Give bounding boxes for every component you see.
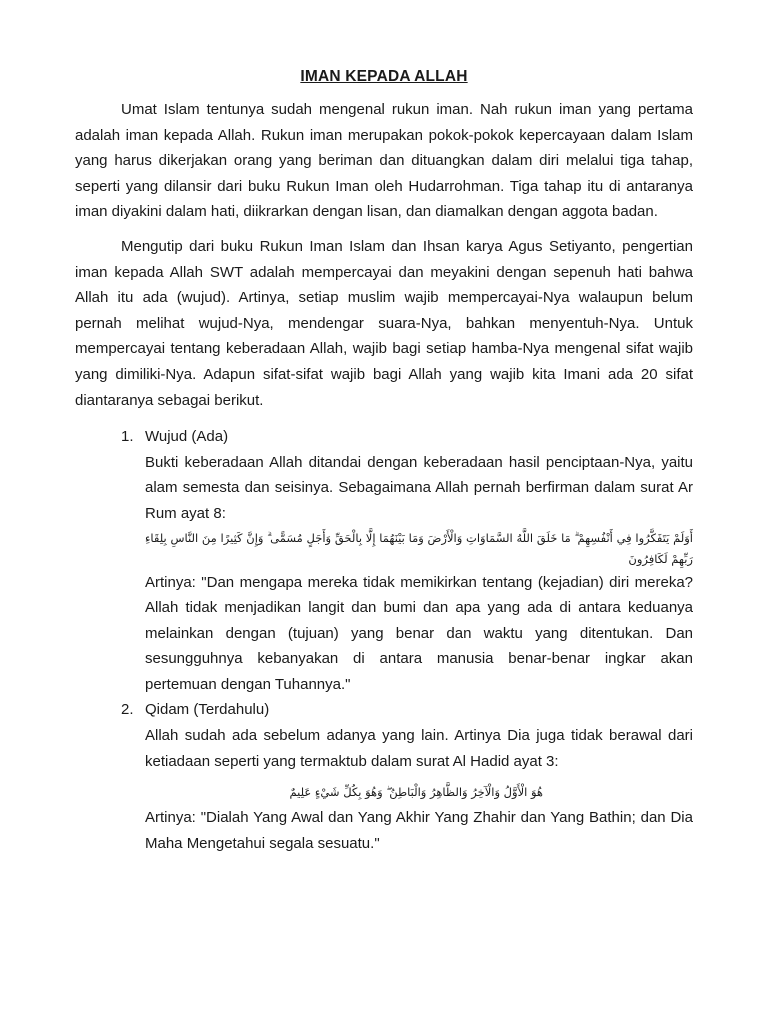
paragraph-definition: Mengutip dari buku Rukun Iman Islam dan Ihsan karya Agus Setiyanto, pengertian iman kepada Allah SWT adalah mempercayai dan meyakini dengan sepenuh hati bahwa Allah itu ada (wujud). Artinya, setiap muslim wajib mempercayai-Nya walaupun belum pernah melihat wujud-Nya, mendengar suara-Nya, bahkan menyentuh-Nya. Untuk mempercayai tentang keberadaan Allah, wajib bagi setiap hamba-Nya mengenal sifat wajib yang dimiliki-Nya. Adapun sifat-sifat wajib bagi Allah yang wajib kita Imani ada 20 sifat diantaranya sebagai berikut. xyxy=(75,237,693,409)
list-item-number: 1. xyxy=(121,428,134,446)
list-item-title: Qidam (Terdahulu) xyxy=(145,701,270,719)
list-item-description: Allah sudah ada sebelum adanya yang lain. Artinya Dia juga tidak berawal dari ketiadaan seperti yang termaktub dalam surat Al Hadid ayat 3: xyxy=(145,727,693,770)
attributes-list xyxy=(75,424,693,856)
list-item-description: Bukti keberadaan Allah ditandai dengan keberadaan hasil penciptaan-Nya, yaitu alam semesta dan seisinya. Sebagaimana Allah pernah berfirman dalam surat Ar Rum ayat 8: xyxy=(145,453,693,522)
list-item-qidam xyxy=(75,697,693,856)
list-item-title: Wujud (Ada) xyxy=(145,428,229,446)
list-item-wujud xyxy=(75,424,693,697)
document-page xyxy=(75,68,693,856)
arabic-verse: هُوَ الْأَوَّلُ وَالْآخِرُ وَالظَّاهِرُ وَالْبَاطِنُ ۖ وَهُوَ بِكُلِّ شَيْءٍ عَلِيمٌ xyxy=(289,785,543,800)
verse-translation: Artinya: "Dialah Yang Awal dan Yang Akhir Yang Zhahir dan Yang Bathin; dan Dia Maha Mengetahui segala sesuatu." xyxy=(145,809,693,852)
list-item-number: 2. xyxy=(121,701,134,719)
verse-translation: Artinya: "Dan mengapa mereka tidak memikirkan tentang (kejadian) diri mereka? Allah tidak menjadikan langit dan bumi dan apa yang ada di antara keduanya melainkan dengan (tujuan) yang benar dan waktu yang ditentukan. Dan sesungguhnya kebanyakan di antara manusia benar-benar ingkar akan pertemuan dengan Tuhannya." xyxy=(145,573,693,693)
paragraph-intro: Umat Islam tentunya sudah mengenal rukun iman. Nah rukun iman yang pertama adalah iman kepada Allah. Rukun iman merupakan pokok-pokok kepercayaan dalam Islam yang harus dikerjakan orang yang beriman dan dituangkan dalam diri melalui tiga tahap, seperti yang dilansir dari buku Rukun Iman oleh Hudarrohman. Tiga tahap itu di antaranya iman diyakini dalam hati, diikrarkan dengan lisan, dan diamalkan dengan aggota badan. xyxy=(75,101,693,221)
page-title: IMAN KEPADA ALLAH xyxy=(300,68,468,85)
arabic-verse: أَوَلَمْ يَتَفَكَّرُوا فِي أَنْفُسِهِمْ ۗ مَا خَلَقَ اللَّهُ السَّمَاوَاتِ وَالْأَرْضَ وَمَا بَيْنَهُمَا إِلَّا بِالْحَقِّ وَأَجَلٍ مُسَمًّى ۗ وَإِنَّ كَثِيرًا مِنَ النَّاسِ بِلِقَاءِ رَبِّهِمْ لَكَافِرُونَ xyxy=(145,530,693,566)
